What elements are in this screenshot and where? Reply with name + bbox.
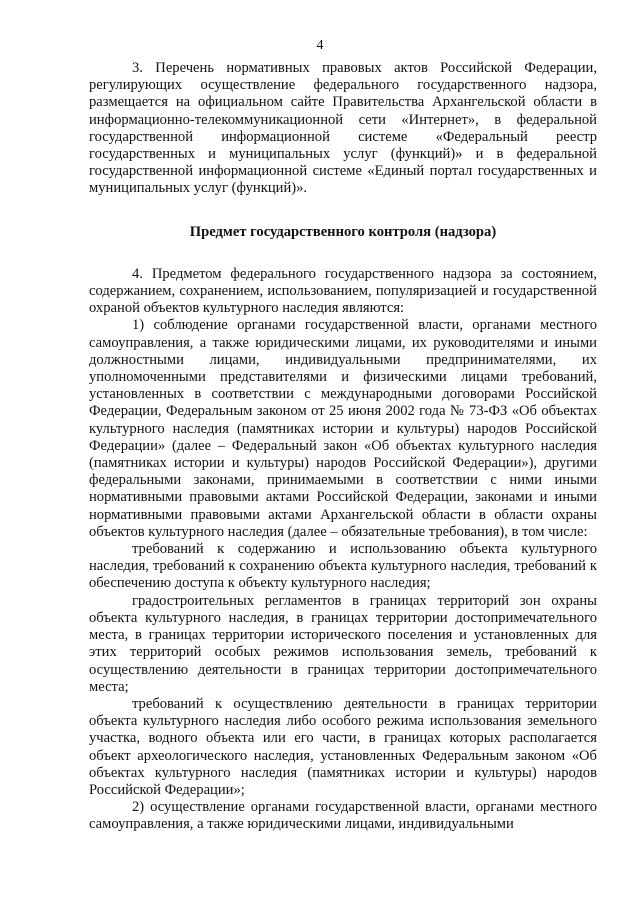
paragraph-activity-requirements: требований к осуществлению деятельности в границах территории объекта культурного наследия либо особого режима использования земельного участка, водного объекта или его части, в границах которых располагается объект археологического наследия, установленных Федеральным законом «Об объектах культурного наследия (памятниках истории и культуры) народов Российской Федерации»; — [89, 695, 597, 798]
paragraph-3: 3. Перечень нормативных правовых актов Российской Федерации, регулирующих осуществление федерального государственного надзора, размещается на официальном сайте Правительства Архангельской области в информационно-телекоммуникационной сети «Интернет», в федеральной государственной информационной системе «Федеральный реестр государственных и муниципальных услуг (функций)» и в федеральной государственной информационной системе «Единый портал государственных и муниципальных услуг (функций)». — [89, 60, 597, 197]
paragraph-urban-regulations: градостроительных регламентов в границах территорий зон охраны объекта культурного наследия, в границах территории достопримечательного места, в границах территории исторического поселения и установленных для этих территорий особых режимов использования земель, требований к осуществлению деятельности в границах территории достопримечательного места; — [89, 592, 597, 695]
paragraph-4-item-1: 1) соблюдение органами государственной власти, органами местного самоуправления, а также юридическими лицами, их руководителями и иными должностными лицами, индивидуальными предпринимателями, их уполномоченными представителями и физическими лицами требований, установленных в соответствии с международными договорами Российской Федерации, Федеральным законом от 25 июня 2002 года № 73-ФЗ «Об объектах культурного наследия (памятниках истории и культуры) народов Российской Федерации» (далее – Федеральный закон «Об объектах культурного наследия (памятниках истории и культуры) народов Российской Федерации»), другими федеральными законами, принимаемыми в соответствии с ними иными нормативными правовыми актами Российской Федерации, законами и иными нормативными правовыми актами Архангельской области в области охраны объектов культурного наследия (далее – обязательные требования), в том числе: — [89, 317, 597, 540]
paragraph-requirements-content: требований к содержанию и использованию объекта культурного наследия, требований к сохранению объекта культурного наследия, требований к обеспечению доступа к объекту культурного наследия; — [89, 541, 597, 592]
section-title: Предмет государственного контроля (надзора) — [189, 223, 497, 240]
paragraph-4: 4. Предметом федерального государственного надзора за состоянием, содержанием, сохранением, использованием, популяризацией и государственной охраной объектов культурного наследия являются: — [89, 265, 597, 317]
paragraph-4-item-2: 2) осуществление органами государственной власти, органами местного самоуправления, а также юридическими лицами, индивидуальными — [89, 799, 597, 833]
page-number: 4 — [316, 38, 324, 53]
document-body — [89, 60, 597, 834]
